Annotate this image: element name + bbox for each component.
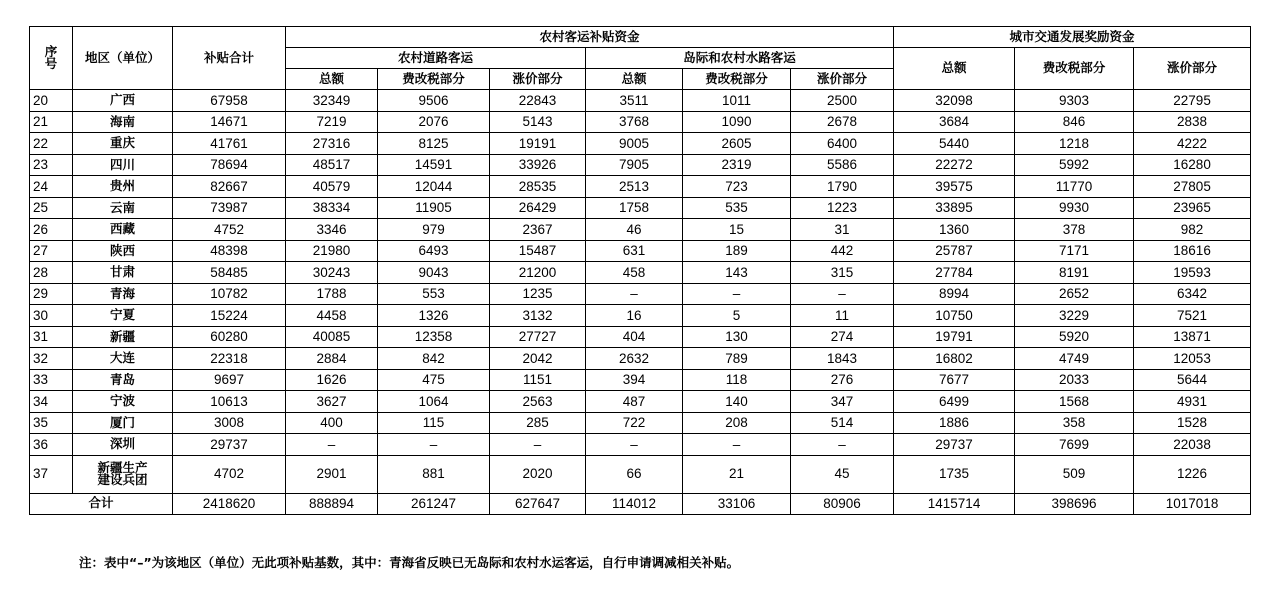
cell-rr-fee: 2076 <box>378 111 490 133</box>
cell-rr-price: 1235 <box>490 283 586 305</box>
cell-ut-price: 1528 <box>1134 412 1251 434</box>
cell-rr-total: 1788 <box>286 283 378 305</box>
cell-region: 云南 <box>73 197 173 219</box>
cell-seq: 32 <box>30 348 73 370</box>
cell-region: 新疆 <box>73 326 173 348</box>
cell-ut-fee: 11770 <box>1015 176 1134 198</box>
cell-region: 厦门 <box>73 412 173 434</box>
cell-iw-fee: 535 <box>683 197 791 219</box>
cell-rr-total: 2884 <box>286 348 378 370</box>
cell-seq: 26 <box>30 219 73 241</box>
cell-rr-total: 32349 <box>286 90 378 112</box>
cell-total: 41761 <box>173 133 286 155</box>
cell-iw-fee: 21 <box>683 455 791 493</box>
cell-seq: 28 <box>30 262 73 284</box>
cell-ut-total: 16802 <box>894 348 1015 370</box>
totals-total: 2418620 <box>173 493 286 514</box>
cell-iw-total: 2513 <box>586 176 683 198</box>
header-region: 地区（单位） <box>73 27 173 90</box>
cell-rr-price: 2042 <box>490 348 586 370</box>
cell-rr-price: 2020 <box>490 455 586 493</box>
cell-iw-total: – <box>586 434 683 456</box>
cell-ut-price: 22795 <box>1134 90 1251 112</box>
cell-rr-price: 19191 <box>490 133 586 155</box>
cell-rr-fee: 881 <box>378 455 490 493</box>
cell-ut-fee: 5920 <box>1015 326 1134 348</box>
cell-region: 深圳 <box>73 434 173 456</box>
totals-ut-fee: 398696 <box>1015 493 1134 514</box>
totals-iw-fee: 33106 <box>683 493 791 514</box>
cell-ut-total: 10750 <box>894 305 1015 327</box>
totals-rr-fee: 261247 <box>378 493 490 514</box>
cell-ut-total: 3684 <box>894 111 1015 133</box>
cell-ut-fee: 378 <box>1015 219 1134 241</box>
cell-iw-fee: 2605 <box>683 133 791 155</box>
cell-total: 10782 <box>173 283 286 305</box>
cell-rr-fee: 1064 <box>378 391 490 413</box>
table-row <box>30 197 1251 219</box>
cell-rr-price: 1151 <box>490 369 586 391</box>
cell-ut-price: 5644 <box>1134 369 1251 391</box>
cell-seq: 31 <box>30 326 73 348</box>
cell-total: 15224 <box>173 305 286 327</box>
header-rr-total: 总额 <box>286 69 378 90</box>
cell-seq: 22 <box>30 133 73 155</box>
cell-iw-price: 2500 <box>791 90 894 112</box>
cell-iw-price: 45 <box>791 455 894 493</box>
cell-rr-price: 3132 <box>490 305 586 327</box>
cell-ut-fee: 4749 <box>1015 348 1134 370</box>
table-row <box>30 154 1251 176</box>
cell-rr-price: – <box>490 434 586 456</box>
cell-iw-fee: 189 <box>683 240 791 262</box>
table-row-37 <box>30 455 1251 493</box>
header-rural-group: 农村客运补贴资金 <box>286 27 894 48</box>
cell-seq: 27 <box>30 240 73 262</box>
cell-region: 青海 <box>73 283 173 305</box>
cell-seq: 36 <box>30 434 73 456</box>
cell-rr-price: 26429 <box>490 197 586 219</box>
cell-iw-price: 5586 <box>791 154 894 176</box>
cell-ut-price: 18616 <box>1134 240 1251 262</box>
cell-rr-total: 400 <box>286 412 378 434</box>
cell-region: 宁波 <box>73 391 173 413</box>
cell-rr-total: 38334 <box>286 197 378 219</box>
header-iw-fee: 费改税部分 <box>683 69 791 90</box>
cell-iw-total: – <box>586 283 683 305</box>
table-row <box>30 369 1251 391</box>
totals-label: 合计 <box>30 493 173 514</box>
cell-ut-fee: 7171 <box>1015 240 1134 262</box>
cell-iw-fee: 140 <box>683 391 791 413</box>
cell-seq: 25 <box>30 197 73 219</box>
cell-region: 西藏 <box>73 219 173 241</box>
cell-rr-total: 7219 <box>286 111 378 133</box>
cell-total: 78694 <box>173 154 286 176</box>
cell-total: 73987 <box>173 197 286 219</box>
header-rr-fee: 费改税部分 <box>378 69 490 90</box>
cell-iw-total: 404 <box>586 326 683 348</box>
cell-rr-fee: 12358 <box>378 326 490 348</box>
cell-rr-fee: 12044 <box>378 176 490 198</box>
cell-ut-total: 29737 <box>894 434 1015 456</box>
cell-seq: 33 <box>30 369 73 391</box>
cell-region: 陕西 <box>73 240 173 262</box>
table-row <box>30 283 1251 305</box>
cell-rr-price: 28535 <box>490 176 586 198</box>
cell-iw-price: 347 <box>791 391 894 413</box>
cell-ut-total: 33895 <box>894 197 1015 219</box>
cell-ut-price: 6342 <box>1134 283 1251 305</box>
cell-iw-total: 2632 <box>586 348 683 370</box>
cell-ut-total: 19791 <box>894 326 1015 348</box>
header-iw-total: 总额 <box>586 69 683 90</box>
cell-iw-fee: – <box>683 283 791 305</box>
cell-ut-fee: 509 <box>1015 455 1134 493</box>
cell-seq: 35 <box>30 412 73 434</box>
cell-iw-fee: – <box>683 434 791 456</box>
cell-iw-fee: 208 <box>683 412 791 434</box>
cell-ut-fee: 1218 <box>1015 133 1134 155</box>
cell-rr-total: 3627 <box>286 391 378 413</box>
totals-rr-price: 627647 <box>490 493 586 514</box>
table-row <box>30 391 1251 413</box>
cell-rr-fee: 8125 <box>378 133 490 155</box>
cell-iw-fee: 2319 <box>683 154 791 176</box>
cell-seq: 20 <box>30 90 73 112</box>
cell-ut-fee: 3229 <box>1015 305 1134 327</box>
cell-total: 9697 <box>173 369 286 391</box>
cell-iw-total: 7905 <box>586 154 683 176</box>
cell-iw-price: 315 <box>791 262 894 284</box>
cell-total: 4752 <box>173 219 286 241</box>
cell-ut-total: 8994 <box>894 283 1015 305</box>
cell-ut-fee: 9303 <box>1015 90 1134 112</box>
cell-region: 大连 <box>73 348 173 370</box>
totals-ut-total: 1415714 <box>894 493 1015 514</box>
cell-ut-price: 7521 <box>1134 305 1251 327</box>
cell-ut-total: 7677 <box>894 369 1015 391</box>
cell-rr-fee: 9506 <box>378 90 490 112</box>
cell-rr-fee: 9043 <box>378 262 490 284</box>
cell-total: 29737 <box>173 434 286 456</box>
cell-rr-fee: 553 <box>378 283 490 305</box>
cell-rr-price: 2367 <box>490 219 586 241</box>
cell-rr-total: 21980 <box>286 240 378 262</box>
cell-iw-price: 1790 <box>791 176 894 198</box>
cell-seq: 23 <box>30 154 73 176</box>
cell-iw-total: 394 <box>586 369 683 391</box>
cell-region: 重庆 <box>73 133 173 155</box>
cell-rr-fee: 14591 <box>378 154 490 176</box>
cell-iw-total: 631 <box>586 240 683 262</box>
cell-total: 3008 <box>173 412 286 434</box>
cell-rr-fee: 842 <box>378 348 490 370</box>
cell-ut-price: 12053 <box>1134 348 1251 370</box>
cell-iw-fee: 723 <box>683 176 791 198</box>
cell-region: 广西 <box>73 90 173 112</box>
cell-iw-total: 16 <box>586 305 683 327</box>
cell-ut-price: 4931 <box>1134 391 1251 413</box>
table-body <box>30 90 1251 515</box>
table-row <box>30 133 1251 155</box>
cell-iw-fee: 118 <box>683 369 791 391</box>
cell-ut-total: 27784 <box>894 262 1015 284</box>
cell-rr-total: 3346 <box>286 219 378 241</box>
cell-rr-fee: 979 <box>378 219 490 241</box>
cell-ut-price: 13871 <box>1134 326 1251 348</box>
cell-iw-total: 66 <box>586 455 683 493</box>
header-urban-fee: 费改税部分 <box>1015 48 1134 90</box>
cell-ut-price: 22038 <box>1134 434 1251 456</box>
cell-seq: 29 <box>30 283 73 305</box>
subsidy-table <box>29 26 1251 515</box>
cell-region: 海南 <box>73 111 173 133</box>
cell-ut-fee: 2033 <box>1015 369 1134 391</box>
cell-ut-fee: 7699 <box>1015 434 1134 456</box>
cell-iw-price: 6400 <box>791 133 894 155</box>
cell-rr-price: 15487 <box>490 240 586 262</box>
cell-rr-price: 33926 <box>490 154 586 176</box>
cell-total: 82667 <box>173 176 286 198</box>
table-row <box>30 348 1251 370</box>
cell-region: 四川 <box>73 154 173 176</box>
cell-ut-price: 16280 <box>1134 154 1251 176</box>
cell-iw-total: 9005 <box>586 133 683 155</box>
cell-iw-price: 11 <box>791 305 894 327</box>
cell-iw-total: 1758 <box>586 197 683 219</box>
cell-region <box>73 455 173 493</box>
region-line-1: 新疆生产 <box>97 459 148 475</box>
cell-rr-fee: 6493 <box>378 240 490 262</box>
cell-iw-price: 442 <box>791 240 894 262</box>
cell-ut-price: 27805 <box>1134 176 1251 198</box>
cell-ut-fee: 2652 <box>1015 283 1134 305</box>
totals-iw-total: 114012 <box>586 493 683 514</box>
cell-ut-price: 19593 <box>1134 262 1251 284</box>
cell-ut-fee: 1568 <box>1015 391 1134 413</box>
cell-ut-fee: 358 <box>1015 412 1134 434</box>
cell-ut-total: 25787 <box>894 240 1015 262</box>
cell-region: 宁夏 <box>73 305 173 327</box>
cell-ut-total: 5440 <box>894 133 1015 155</box>
cell-iw-fee: 789 <box>683 348 791 370</box>
cell-rr-total: 40085 <box>286 326 378 348</box>
footnote: 注：表中“–”为该地区（单位）无此项补贴基数，其中：青海省反映已无岛际和农村水运客运，自行申请调减相关补贴。 <box>79 555 740 570</box>
cell-rr-fee: 1326 <box>378 305 490 327</box>
table-header <box>30 27 1251 90</box>
cell-iw-price: 274 <box>791 326 894 348</box>
cell-rr-price: 21200 <box>490 262 586 284</box>
cell-ut-price: 2838 <box>1134 111 1251 133</box>
totals-row <box>30 493 1251 514</box>
header-rr-price: 涨价部分 <box>490 69 586 90</box>
cell-iw-total: 487 <box>586 391 683 413</box>
header-rural-road: 农村道路客运 <box>286 48 586 69</box>
cell-rr-total: 40579 <box>286 176 378 198</box>
cell-rr-fee: 475 <box>378 369 490 391</box>
cell-seq: 24 <box>30 176 73 198</box>
cell-iw-price: 31 <box>791 219 894 241</box>
cell-rr-fee: 11905 <box>378 197 490 219</box>
cell-iw-price: 1843 <box>791 348 894 370</box>
cell-rr-total: 1626 <box>286 369 378 391</box>
cell-total: 14671 <box>173 111 286 133</box>
cell-seq: 30 <box>30 305 73 327</box>
cell-ut-price: 982 <box>1134 219 1251 241</box>
cell-iw-fee: 5 <box>683 305 791 327</box>
table-row <box>30 90 1251 112</box>
cell-ut-fee: 8191 <box>1015 262 1134 284</box>
cell-rr-price: 285 <box>490 412 586 434</box>
cell-rr-price: 27727 <box>490 326 586 348</box>
region-line-2: 建设兵团 <box>97 472 148 487</box>
cell-iw-total: 3768 <box>586 111 683 133</box>
table-row <box>30 412 1251 434</box>
cell-total: 60280 <box>173 326 286 348</box>
cell-iw-fee: 15 <box>683 219 791 241</box>
cell-seq: 34 <box>30 391 73 413</box>
table-row <box>30 111 1251 133</box>
cell-region: 贵州 <box>73 176 173 198</box>
cell-region: 青岛 <box>73 369 173 391</box>
cell-total: 4702 <box>173 455 286 493</box>
cell-iw-price: – <box>791 434 894 456</box>
cell-rr-price: 5143 <box>490 111 586 133</box>
cell-rr-total: 27316 <box>286 133 378 155</box>
table-row <box>30 434 1251 456</box>
cell-ut-price: 4222 <box>1134 133 1251 155</box>
cell-iw-price: 2678 <box>791 111 894 133</box>
header-subsidy-total: 补贴合计 <box>173 27 286 90</box>
cell-ut-fee: 9930 <box>1015 197 1134 219</box>
table-row <box>30 262 1251 284</box>
totals-ut-price: 1017018 <box>1134 493 1251 514</box>
cell-rr-total: 48517 <box>286 154 378 176</box>
cell-iw-price: 1223 <box>791 197 894 219</box>
cell-iw-total: 3511 <box>586 90 683 112</box>
cell-ut-price: 23965 <box>1134 197 1251 219</box>
cell-ut-fee: 5992 <box>1015 154 1134 176</box>
cell-rr-fee: 115 <box>378 412 490 434</box>
cell-ut-total: 1886 <box>894 412 1015 434</box>
cell-rr-total: 2901 <box>286 455 378 493</box>
cell-ut-total: 1360 <box>894 219 1015 241</box>
cell-iw-price: – <box>791 283 894 305</box>
header-iw-price: 涨价部分 <box>791 69 894 90</box>
header-urban-group: 城市交通发展奖励资金 <box>894 27 1251 48</box>
totals-iw-price: 80906 <box>791 493 894 514</box>
table-row <box>30 326 1251 348</box>
cell-ut-total: 22272 <box>894 154 1015 176</box>
cell-iw-total: 458 <box>586 262 683 284</box>
header-urban-total: 总额 <box>894 48 1015 90</box>
cell-rr-total: 30243 <box>286 262 378 284</box>
cell-ut-total: 1735 <box>894 455 1015 493</box>
table-row <box>30 219 1251 241</box>
cell-total: 48398 <box>173 240 286 262</box>
cell-total: 67958 <box>173 90 286 112</box>
header-island-water: 岛际和农村水路客运 <box>586 48 894 69</box>
cell-rr-fee: – <box>378 434 490 456</box>
table-row <box>30 305 1251 327</box>
totals-rr-total: 888894 <box>286 493 378 514</box>
cell-seq: 37 <box>30 455 73 493</box>
header-urban-price: 涨价部分 <box>1134 48 1251 90</box>
cell-iw-total: 722 <box>586 412 683 434</box>
cell-total: 58485 <box>173 262 286 284</box>
cell-ut-total: 6499 <box>894 391 1015 413</box>
cell-ut-price: 1226 <box>1134 455 1251 493</box>
cell-rr-total: – <box>286 434 378 456</box>
cell-iw-fee: 143 <box>683 262 791 284</box>
table-row <box>30 176 1251 198</box>
cell-rr-price: 22843 <box>490 90 586 112</box>
cell-iw-total: 46 <box>586 219 683 241</box>
cell-rr-price: 2563 <box>490 391 586 413</box>
cell-ut-total: 39575 <box>894 176 1015 198</box>
cell-ut-fee: 846 <box>1015 111 1134 133</box>
table-row <box>30 240 1251 262</box>
cell-seq: 21 <box>30 111 73 133</box>
cell-ut-total: 32098 <box>894 90 1015 112</box>
header-seq: 序 号 <box>30 27 73 90</box>
cell-iw-fee: 1011 <box>683 90 791 112</box>
cell-total: 22318 <box>173 348 286 370</box>
cell-rr-total: 4458 <box>286 305 378 327</box>
cell-iw-price: 514 <box>791 412 894 434</box>
cell-total: 10613 <box>173 391 286 413</box>
cell-region: 甘肃 <box>73 262 173 284</box>
cell-iw-fee: 130 <box>683 326 791 348</box>
cell-iw-price: 276 <box>791 369 894 391</box>
cell-iw-fee: 1090 <box>683 111 791 133</box>
